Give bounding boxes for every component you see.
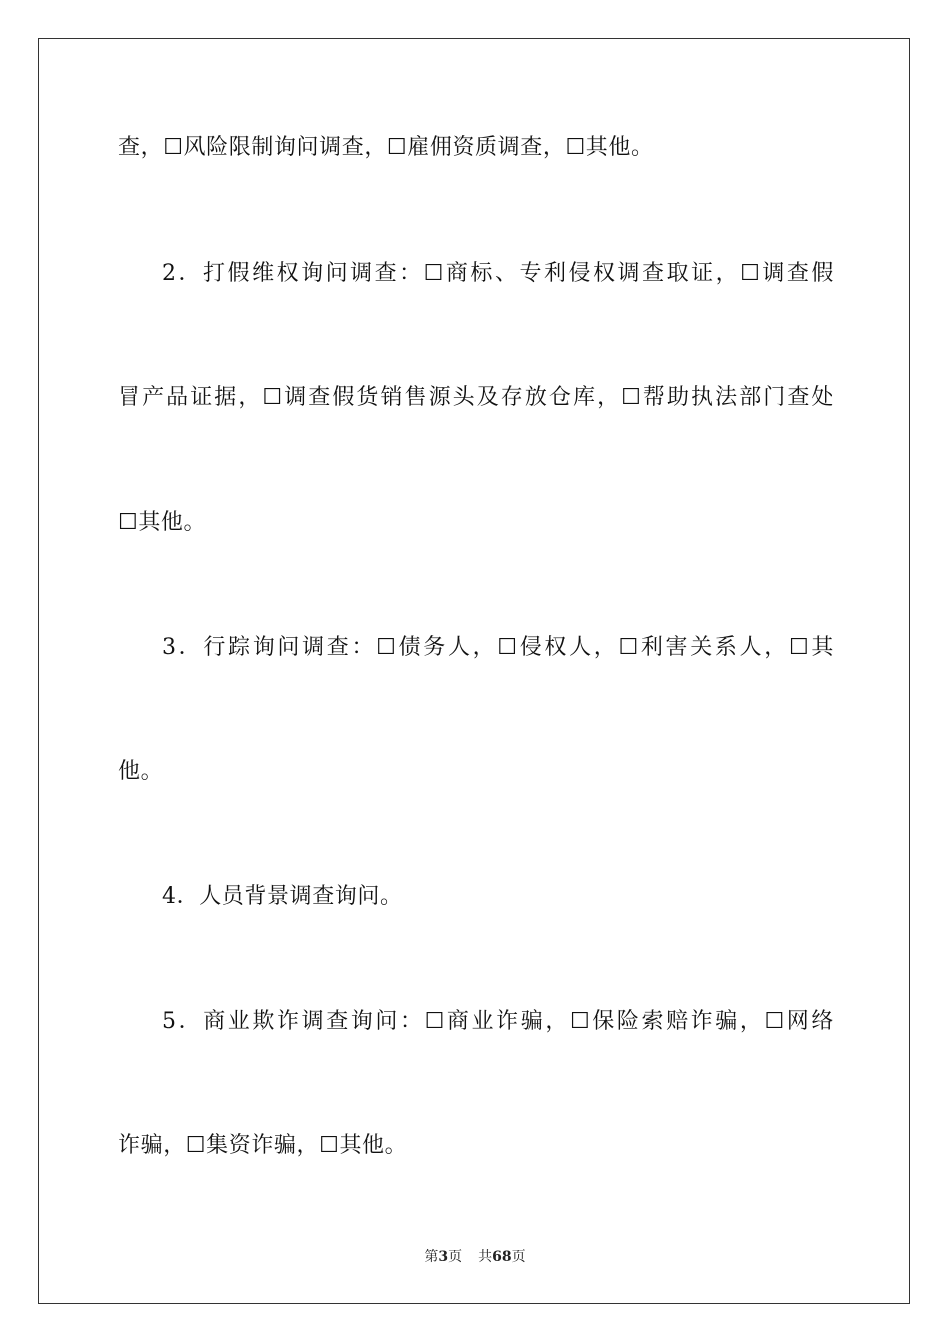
footer-total-pages: 68 xyxy=(492,1249,512,1265)
text-line-5: 3．行踪询问调查：☐债务人，☐侵权人，☐利害关系人，☐其 xyxy=(162,635,834,660)
text-line-1: 查，☐风险限制询问调查，☐雇佣资质调查，☐其他。 xyxy=(118,135,654,160)
text-line-9: 诈骗，☐集资诈骗，☐其他。 xyxy=(118,1133,408,1158)
page-footer xyxy=(0,1248,950,1266)
text-line-6: 他。 xyxy=(118,759,164,784)
text-line-8: 5．商业欺诈调查询问：☐商业诈骗，☐保险索赔诈骗，☐网络 xyxy=(162,1009,834,1034)
text-line-7: 4．人员背景调查询问。 xyxy=(162,884,403,909)
footer-page-number: 3 xyxy=(438,1249,449,1265)
page-border xyxy=(38,38,910,1304)
footer-page-prefix: 第 xyxy=(424,1249,439,1265)
text-line-3: 冒产品证据，☐调查假货销售源头及存放仓库，☐帮助执法部门查处 xyxy=(118,385,834,410)
text-line-2: 2．打假维权询问调查：☐商标、专利侵权调查取证，☐调查假 xyxy=(162,261,834,286)
text-line-4: ☐其他。 xyxy=(118,510,207,535)
footer-total-prefix: 共 xyxy=(478,1249,493,1265)
footer-page-suffix: 页 xyxy=(448,1249,463,1265)
footer-total-suffix: 页 xyxy=(511,1249,526,1265)
